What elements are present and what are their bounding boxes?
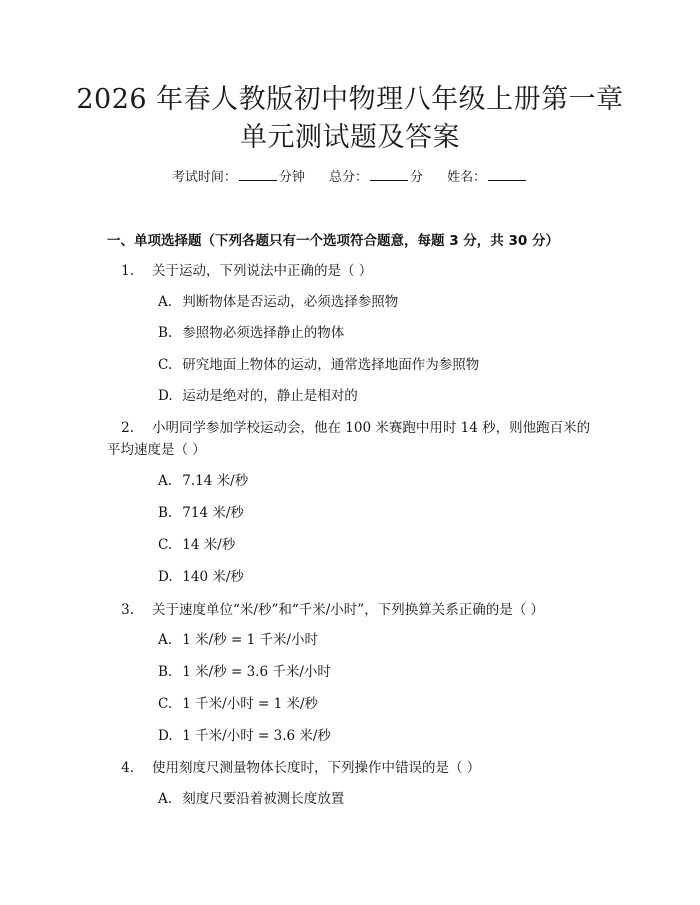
exam-time-field [172, 170, 309, 185]
question-number: 2. [121, 420, 134, 436]
question-3-option-a [158, 630, 318, 650]
option-text: 刻度尺要沿着被测长度放置 [182, 791, 345, 807]
option-letter: B. [158, 505, 173, 521]
question-1-option-a [158, 292, 398, 312]
question-3-option-b [158, 662, 331, 682]
option-text: 参照物必须选择静止的物体 [182, 325, 345, 341]
option-text: 140 米/秒 [182, 569, 244, 585]
option-text: 1 千米/小时 = 3.6 米/秒 [182, 728, 331, 744]
option-letter: C. [158, 357, 173, 373]
option-letter: A. [158, 632, 173, 648]
option-letter: B. [158, 325, 173, 341]
option-letter: D. [158, 728, 173, 744]
question-4-option-a [158, 789, 344, 809]
question-2-option-c [158, 535, 235, 555]
option-text: 判断物体是否运动，必须选择参照物 [182, 294, 399, 310]
question-number: 4. [121, 760, 134, 776]
option-letter: D. [158, 388, 173, 404]
question-3-option-d [158, 726, 331, 746]
question-text: 小明同学参加学校运动会，他在 100 米赛跑中用时 14 秒，则他跑百米的 [152, 420, 591, 436]
document-title-line-1: 2026 年春人教版初中物理八年级上册第一章 [76, 84, 624, 115]
question-1-option-c [158, 355, 479, 375]
exam-time-label: 考试时间： [171, 170, 237, 185]
question-3-option-c [158, 694, 318, 714]
student-name-blank [488, 170, 526, 181]
student-name-label: 姓名： [447, 170, 487, 185]
option-letter: D. [158, 569, 173, 585]
option-letter: B. [158, 664, 173, 680]
question-2-option-a [158, 471, 248, 491]
student-name-field [447, 170, 528, 185]
option-text: 14 米/秒 [182, 537, 236, 553]
question-text: 关于速度单位“米/秒”和“千米/小时”，下列换算关系正确的是（ ） [152, 602, 544, 618]
question-text: 使用刻度尺测量物体长度时，下列操作中错误的是（ ） [152, 760, 481, 776]
total-score-label: 总分： [328, 170, 368, 185]
question-text: 关于运动，下列说法中正确的是（ ） [152, 263, 373, 279]
option-text: 1 米/秒 = 3.6 千米/小时 [182, 664, 331, 680]
exam-time-blank [239, 170, 277, 181]
option-letter: A. [158, 294, 173, 310]
option-letter: C. [158, 696, 173, 712]
question-4 [107, 753, 594, 783]
question-2-option-d [158, 567, 244, 587]
total-score-unit: 分 [410, 170, 424, 185]
question-3 [107, 595, 594, 625]
document-title-line-2: 单元测试题及答案 [240, 122, 460, 153]
option-text: 1 千米/小时 = 1 米/秒 [182, 696, 319, 712]
exam-info-line [0, 168, 700, 188]
question-1-option-b [158, 323, 344, 343]
option-text: 运动是绝对的，静止是相对的 [182, 388, 358, 404]
section-heading: 一、单项选择题（下列各题只有一个选项符合题意，每题 3 分，共 30 分） [107, 233, 559, 249]
question-1-option-d [158, 386, 358, 406]
option-text: 研究地面上物体的运动，通常选择地面作为参照物 [182, 357, 480, 373]
total-score-field [329, 170, 427, 185]
option-text: 7.14 米/秒 [182, 473, 249, 489]
exam-time-unit: 分钟 [278, 170, 305, 185]
option-letter: A. [158, 791, 173, 807]
question-2-continued [107, 435, 594, 465]
option-letter: A. [158, 473, 173, 489]
question-1 [107, 256, 594, 286]
question-text-continued: 平均速度是（ ） [107, 442, 206, 458]
option-text: 1 米/秒 = 1 千米/小时 [182, 632, 319, 648]
total-score-blank [370, 170, 408, 181]
option-text: 714 米/秒 [182, 505, 244, 521]
question-2-option-b [158, 503, 244, 523]
question-number: 1. [121, 263, 134, 279]
option-letter: C. [158, 537, 173, 553]
question-number: 3. [121, 602, 134, 618]
